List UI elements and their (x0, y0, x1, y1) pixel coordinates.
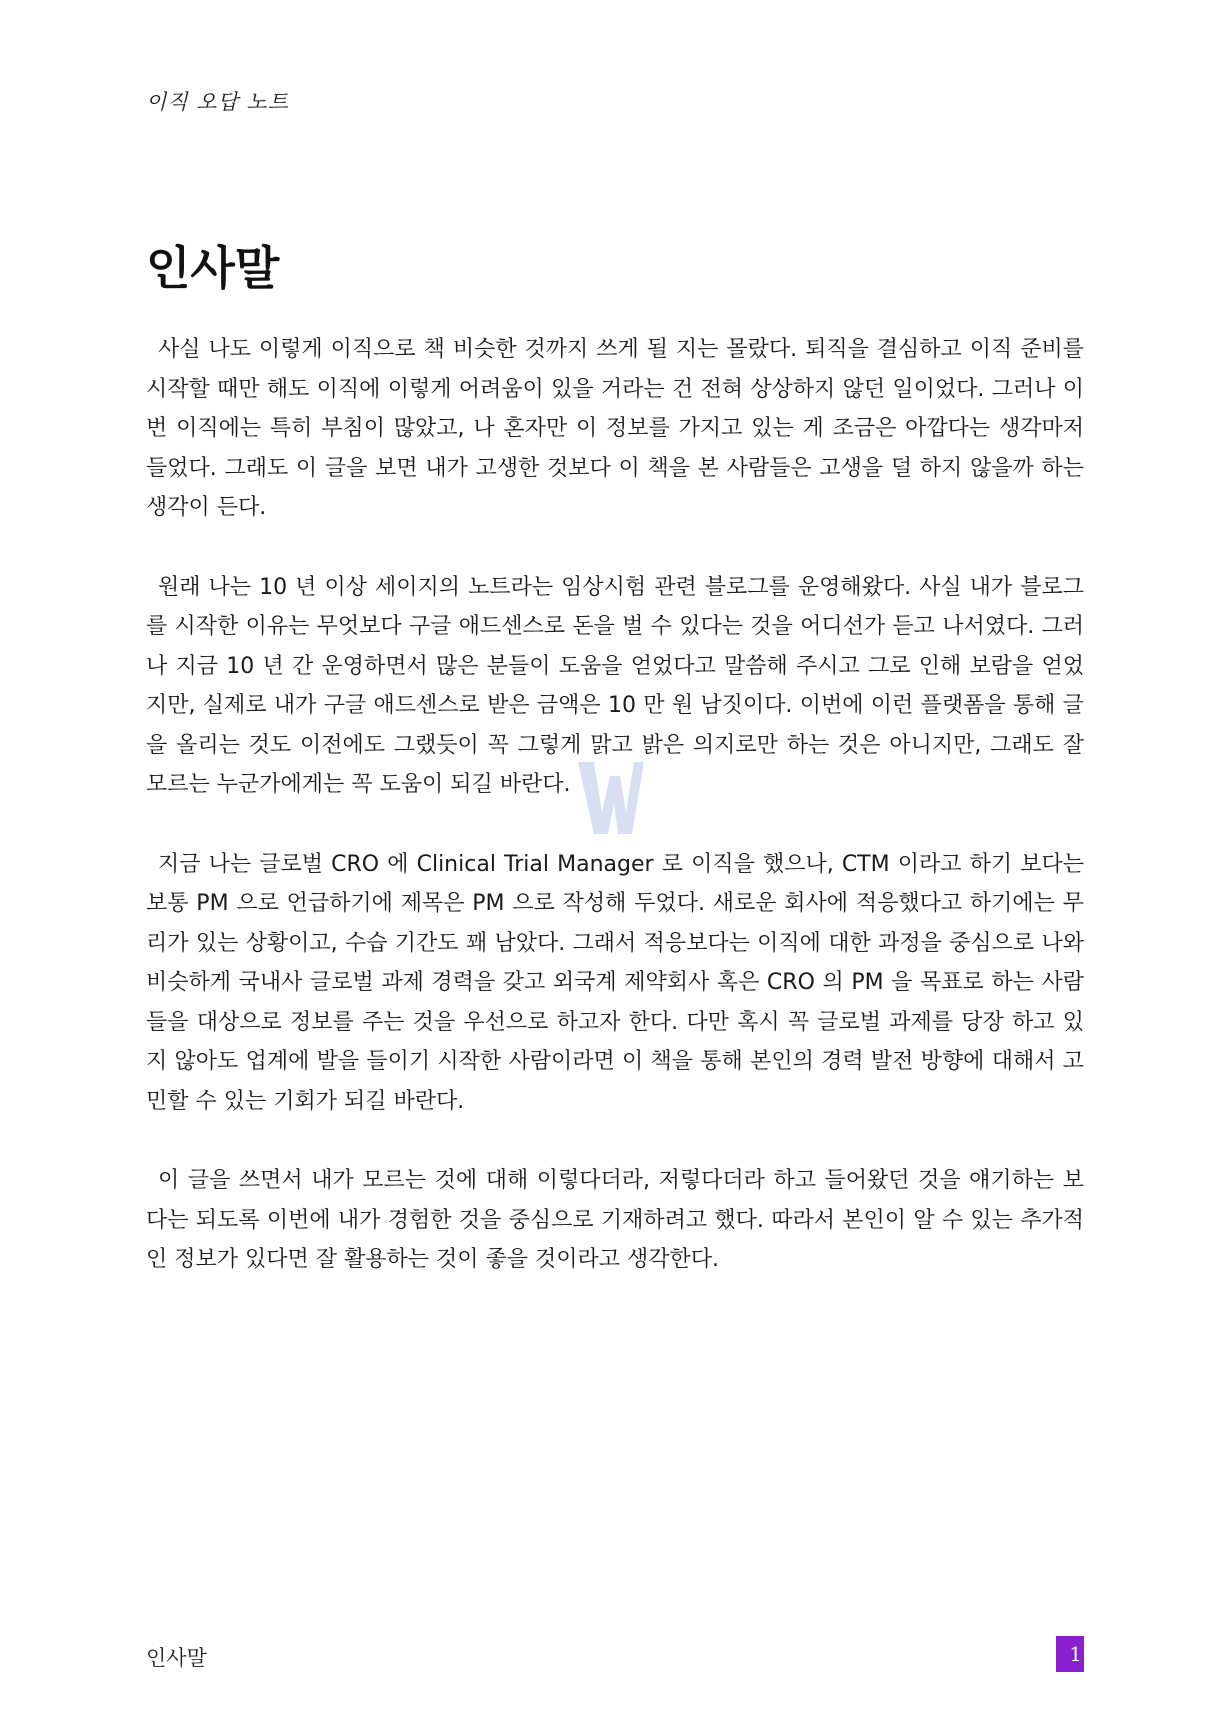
page-number-badge: 1 (1056, 1636, 1084, 1672)
paragraph: 이 글을 쓰면서 내가 모르는 것에 대해 이렇다더라, 저렇다더라 하고 들어왔던 것을 얘기하는 보다는 되도록 이번에 내가 경험한 것을 중심으로 기재하려고 했다. 따라서 본인이 알 수 있는 추가적인 정보가 있다면 잘 활용하는 것이 좋을 것이라고 생각한다. (146, 1168, 1084, 1272)
running-header-title: 이직 오답 노트 (146, 90, 290, 114)
paragraph: 원래 나는 10 년 이상 세이지의 노트라는 임상시험 관련 블로그를 운영해왔다. 사실 내가 블로그를 시작한 이유는 무엇보다 구글 애드센스로 돈을 벌 수 있다는 것을 어디선가 듣고 나서였다. 그러나 지금 10 년 간 운영하면서 많은 분들이 도움을 얻었다고 말씀해 주시고 그로 인해 보람을 얻었지만, 실제로 내가 구글 애드센스로 받은 금액은 10 만 원 남짓이다. 이번에 이런 플랫폼을 통해 글을 올리는 것도 이전에도 그랬듯이 꼭 그렇게 맑고 밝은 의지로만 하는 것은 아니지만, 그래도 잘 모르는 누군가에게는 꼭 도움이 되길 바란다. (146, 574, 1084, 797)
paragraph: 지금 나는 글로벌 CRO 에 Clinical Trial Manager 로 이직을 했으나, CTM 이라고 하기 보다는 보통 PM 으로 언급하기에 제목은 PM 으로 작성해 두었다. 새로운 회사에 적응했다고 하기에는 무리가 있는 상황이고, 수습 기간도 꽤 남았다. 그래서 적응보다는 이직에 대한 과정을 중심으로 나와 비슷하게 국내사 글로벌 과제 경력을 갖고 외국계 제약회사 혹은 CRO 의 PM 을 목표로 하는 사람들을 대상으로 정보를 주는 것을 우선으로 하고자 한다. 다만 혹시 꼭 글로벌 과제를 당장 하고 있지 않아도 업계에 발을 들이기 시작한 사람이라면 이 책을 통해 본인의 경력 발전 방향에 대해서 고민할 수 있는 기회가 되길 바란다. (146, 851, 1084, 1114)
w-logo-watermark-icon (574, 756, 648, 840)
page-title: 인사말 (146, 241, 280, 295)
paragraph: 사실 나도 이렇게 이직으로 책 비슷한 것까지 쓰게 될 지는 몰랐다. 퇴직을 결심하고 이직 준비를 시작할 때만 해도 이직에 이렇게 어려움이 있을 거라는 건 전혀 상상하지 않던 일이었다. 그러나 이번 이직에는 특히 부침이 많았고, 나 혼자만 이 정보를 가지고 있는 게 조금은 아깝다는 생각마저 들었다. 그래도 이 글을 보면 내가 고생한 것보다 이 책을 본 사람들은 고생을 덜 하지 않을까 하는 생각이 든다. (146, 337, 1084, 520)
footer-section-label: 인사말 (146, 1646, 207, 1670)
